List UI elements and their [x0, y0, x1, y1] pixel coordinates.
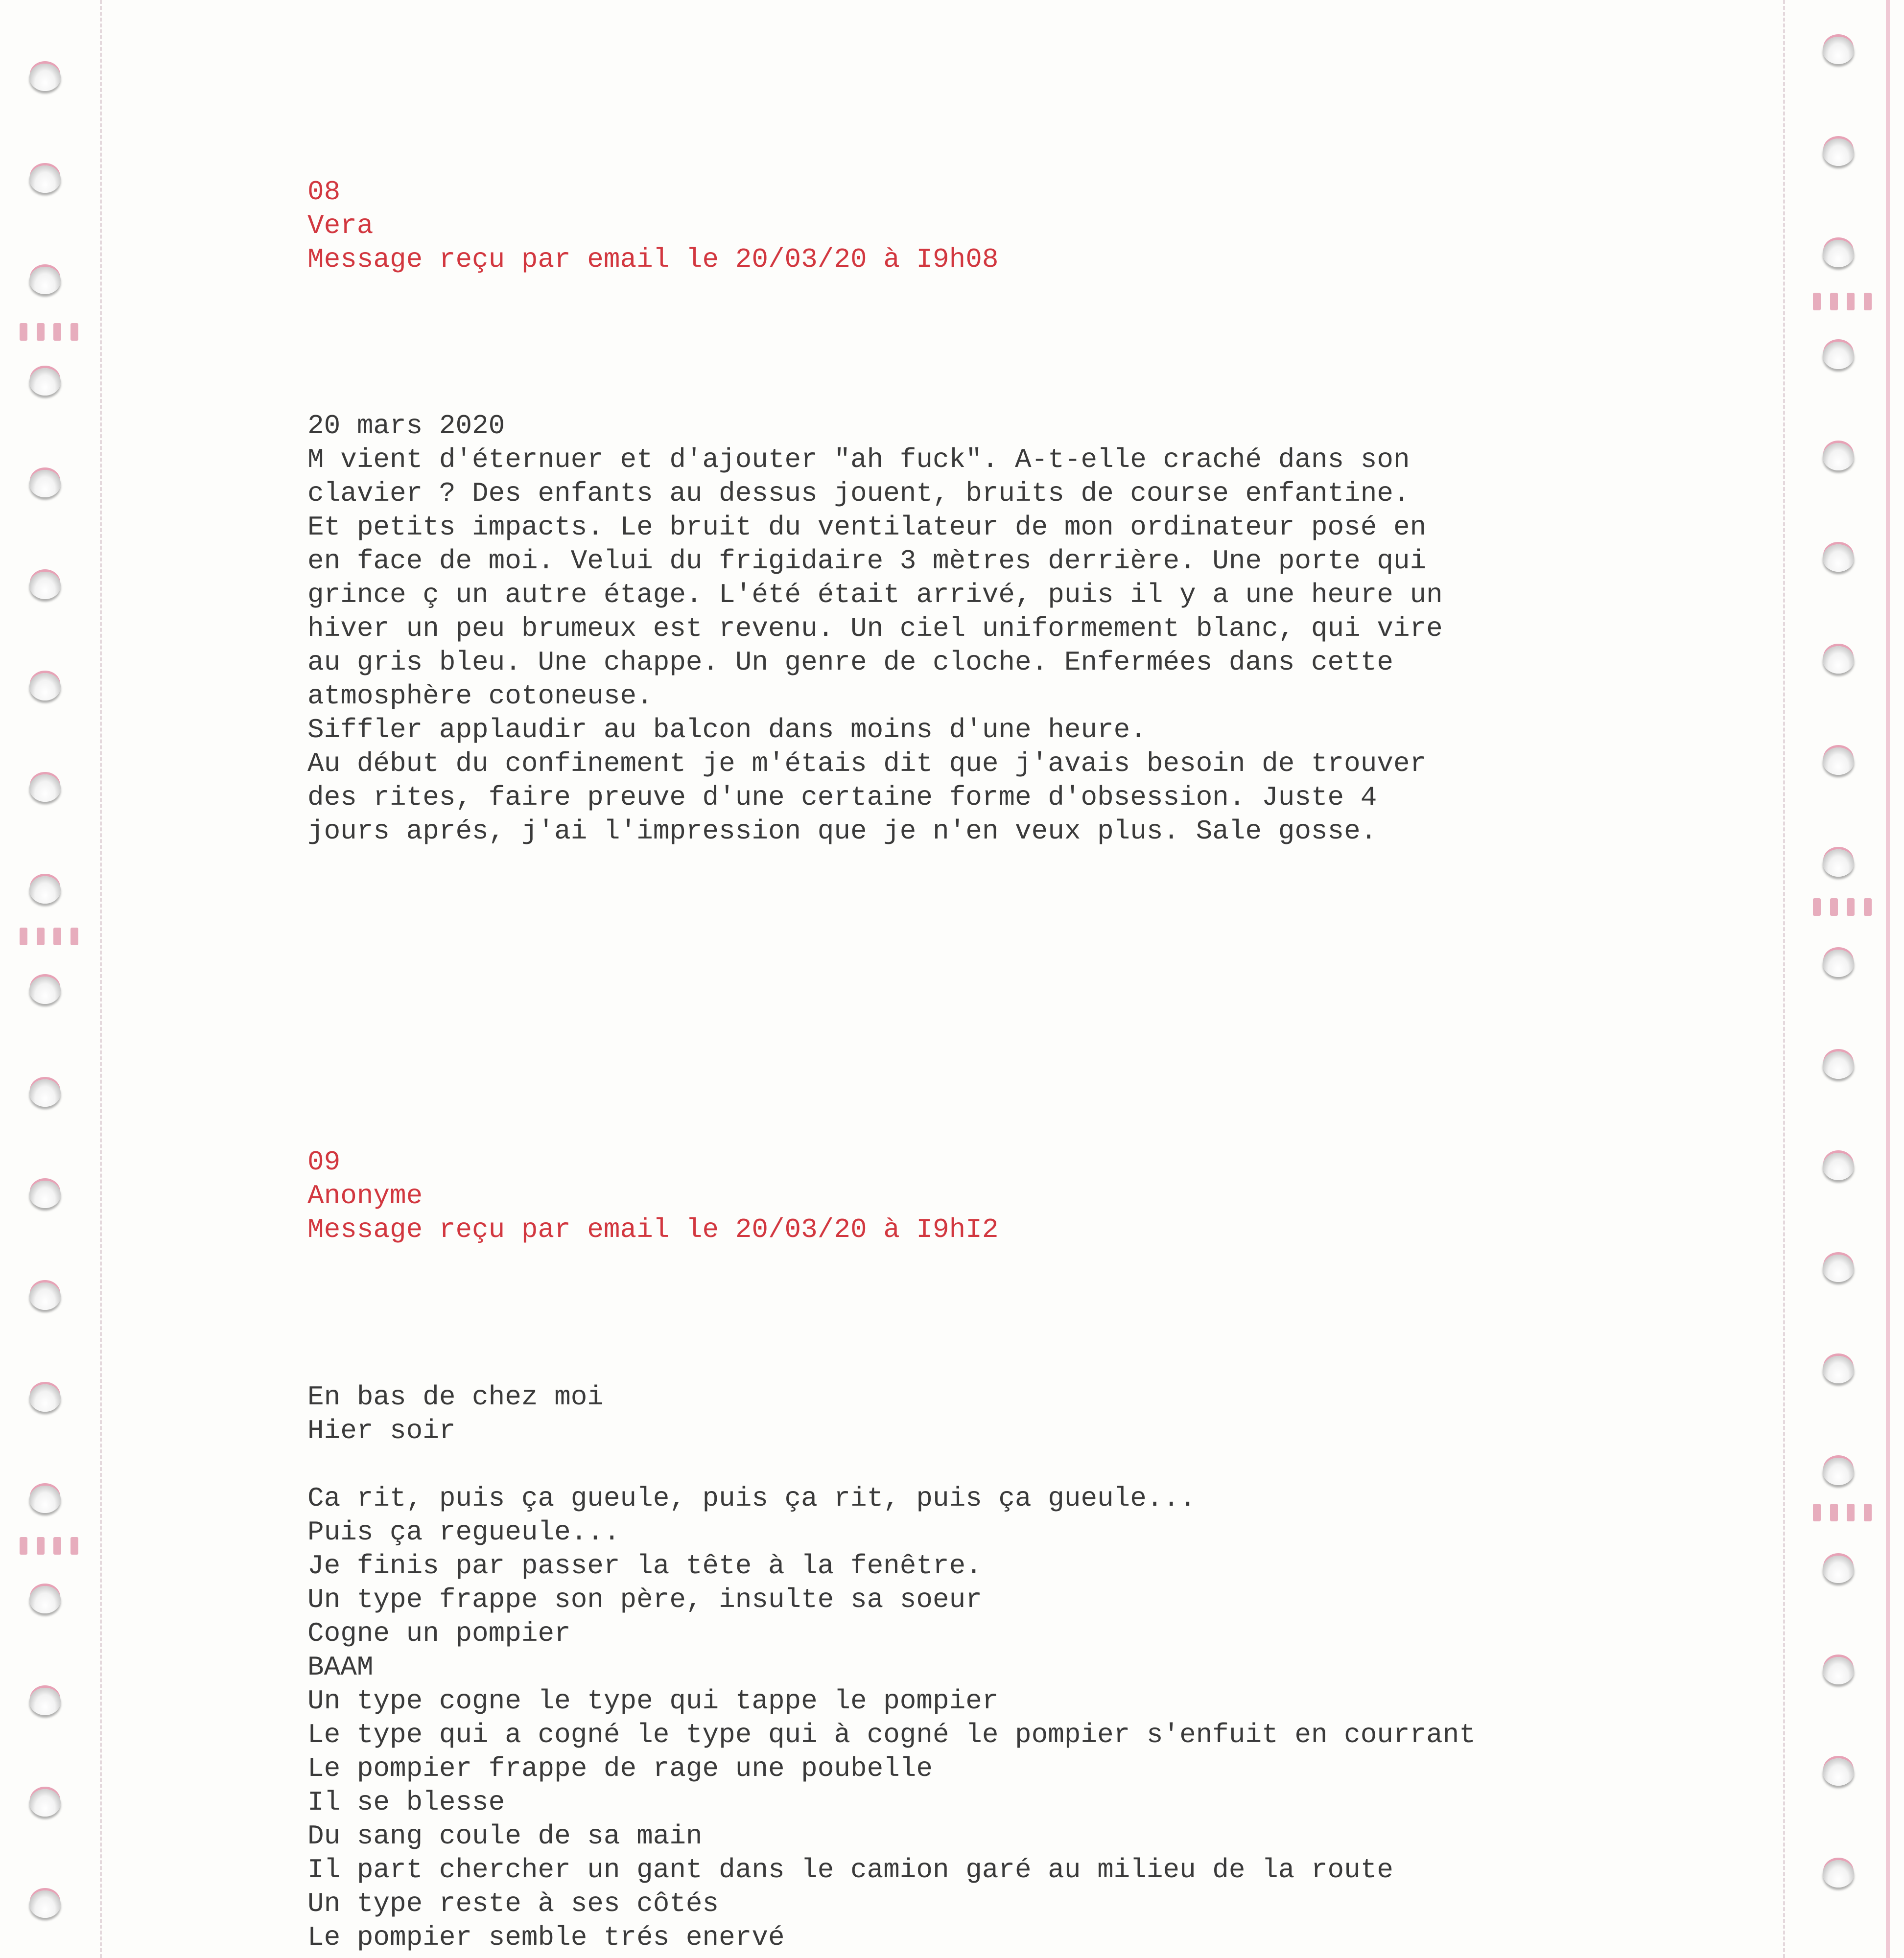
feed-hole-icon: [29, 572, 61, 599]
feed-hole-icon: [1823, 1356, 1854, 1383]
body-line: [307, 1448, 1476, 1482]
perforation-mark-icon: [1813, 293, 1872, 310]
feed-hole-icon: [29, 1789, 61, 1817]
body-line: au gris bleu. Une chappe. Un genre de cloche. Enfermées dans cette: [307, 647, 1393, 678]
feed-hole-icon: [1823, 1657, 1854, 1684]
body-line: Et petits impacts. Le bruit du ventilateur de mon ordinateur posé en: [307, 512, 1427, 543]
body-line: grince ç un autre étage. L'été était arrivé, puis il y a une heure un: [307, 579, 1443, 610]
feed-hole-icon: [29, 470, 61, 497]
body-line: des rites, faire preuve d'une certaine forme d'obsession. Juste 4: [307, 782, 1377, 813]
feed-hole-icon: [29, 876, 61, 904]
body-line: BAAM: [307, 1652, 374, 1683]
feed-hole-icon: [1823, 139, 1854, 166]
feed-hole-icon: [29, 1282, 61, 1310]
body-line: Ca rit, puis ça gueule, puis ça rit, puis ça gueule...: [307, 1483, 1196, 1514]
body-line: clavier ? Des enfants au dessus jouent, bruits de course enfantine.: [307, 478, 1410, 509]
body-line: Le pompier frappe de rage une poubelle: [307, 1753, 933, 1784]
entry-received-line: Message reçu par email le 20/03/20 à I9hI2: [307, 1214, 999, 1245]
feed-hole-icon: [1823, 1051, 1854, 1079]
body-line: Un type cogne le type qui tappe le pompier: [307, 1685, 999, 1717]
feed-hole-icon: [29, 1079, 61, 1107]
feed-hole-icon: [1823, 37, 1854, 64]
feed-hole-icon: [1823, 1458, 1854, 1485]
feed-hole-icon: [29, 368, 61, 396]
entry-08-body: [307, 409, 1443, 848]
feed-hole-icon: [1823, 544, 1854, 572]
body-line: Au début du confinement je m'étais dit que j'avais besoin de trouver: [307, 748, 1427, 779]
body-line: Un type frappe son père, insulte sa soeur: [307, 1584, 982, 1615]
body-line: Il part chercher un gant dans le camion garé au milieu de la route: [307, 1854, 1393, 1886]
feed-hole-icon: [1823, 646, 1854, 674]
feed-hole-icon: [1823, 950, 1854, 977]
perforation-mark-icon: [1813, 1504, 1872, 1521]
body-line: atmosphère cotoneuse.: [307, 680, 653, 712]
body-line: En bas de chez moi: [307, 1381, 604, 1413]
left-perforation-line: [100, 0, 102, 1958]
right-tractor-strip: [1782, 0, 1904, 1958]
entry-author: Anonyme: [307, 1180, 423, 1212]
feed-hole-icon: [29, 1586, 61, 1613]
entry-author: Vera: [307, 210, 374, 241]
entry-received-line: Message reçu par email le 20/03/20 à I9h08: [307, 244, 999, 275]
body-line: en face de moi. Velui du frigidaire 3 mètres derrière. Une porte qui: [307, 545, 1427, 577]
body-line: jours aprés, j'ai l'impression que je n'en veux plus. Sale gosse.: [307, 816, 1377, 847]
feed-hole-icon: [29, 977, 61, 1004]
body-line: Le pompier semble trés enervé: [307, 1922, 785, 1953]
body-line: 20 mars 2020: [307, 410, 505, 442]
body-line: hiver un peu brumeux est revenu. Un ciel uniformement blanc, qui vire: [307, 613, 1443, 644]
body-line: Il se blesse: [307, 1787, 505, 1818]
body-line: Le type qui a cogné le type qui à cogné le pompier s'enfuit en courrant: [307, 1719, 1476, 1750]
body-line: Siffler applaudir au balcon dans moins d'une heure.: [307, 714, 1147, 746]
entry-09-body: [307, 1380, 1476, 1955]
feed-hole-icon: [1823, 1556, 1854, 1583]
feed-hole-icon: [29, 1181, 61, 1208]
feed-hole-icon: [1823, 1860, 1854, 1888]
feed-hole-icon: [29, 774, 61, 802]
feed-hole-icon: [1823, 747, 1854, 775]
body-line: Je finis par passer la tête à la fenêtre.: [307, 1550, 982, 1582]
feed-hole-icon: [29, 673, 61, 700]
feed-hole-icon: [1823, 342, 1854, 369]
left-tractor-strip: [0, 0, 100, 1958]
entry-09-header: [307, 1145, 998, 1247]
feed-hole-icon: [29, 267, 61, 294]
feed-hole-icon: [29, 1688, 61, 1715]
feed-hole-icon: [29, 165, 61, 193]
entry-number: 08: [307, 176, 341, 208]
body-line: M vient d'éternuer et d'ajouter "ah fuck". A-t-elle craché dans son: [307, 444, 1410, 475]
body-line: Puis ça regueule...: [307, 1516, 620, 1548]
feed-hole-icon: [1823, 1758, 1854, 1786]
perforation-mark-icon: [1813, 898, 1872, 916]
feed-hole-icon: [1823, 849, 1854, 877]
body-line: Un type reste à ses côtés: [307, 1888, 719, 1919]
entry-08-header: [307, 175, 998, 277]
body-line: Du sang coule de sa main: [307, 1820, 703, 1852]
feed-hole-icon: [1823, 240, 1854, 267]
entry-number: 09: [307, 1146, 341, 1178]
feed-hole-icon: [29, 1890, 61, 1918]
perforation-mark-icon: [20, 323, 78, 341]
feed-hole-icon: [29, 1486, 61, 1513]
feed-hole-icon: [1823, 443, 1854, 470]
feed-hole-icon: [1823, 1153, 1854, 1180]
feed-hole-icon: [29, 1384, 61, 1412]
body-line: Hier soir: [307, 1415, 456, 1446]
feed-hole-icon: [29, 64, 61, 91]
perforation-mark-icon: [20, 1537, 78, 1555]
feed-hole-icon: [1823, 1255, 1854, 1282]
body-line: Cogne un pompier: [307, 1618, 571, 1649]
perforation-mark-icon: [20, 928, 78, 945]
